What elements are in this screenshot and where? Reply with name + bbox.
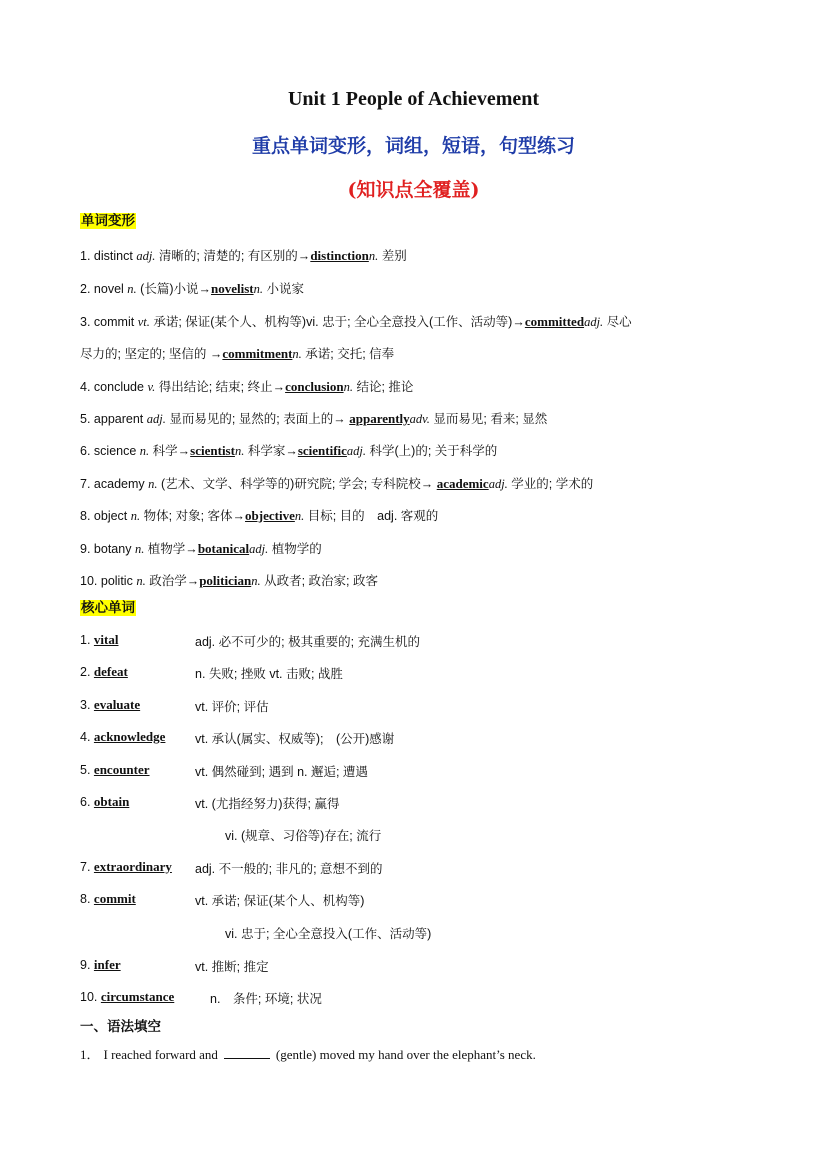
answer-word: apparently <box>349 411 410 426</box>
section-heading-word-forms: 单词变形 <box>81 213 135 229</box>
word-form-item: 1. distinct adj. 清晰的; 清楚的; 有区别的→distinctionn. 差别 <box>80 248 407 263</box>
answer-word: novelist <box>210 281 254 296</box>
core-word: defeat <box>93 664 128 679</box>
answer-word: academic <box>436 476 489 491</box>
core-word: evaluate <box>93 697 141 712</box>
word-form-item: 8. object n. 物体; 对象; 客体→objectiven. 目标; 目的 adj. 客观的 <box>80 508 439 523</box>
page-title: Unit 1 People of Achievement <box>287 88 540 110</box>
core-word-item: 1. vital <box>80 632 119 647</box>
word-form-item: 6. science n. 科学→scientistn. 科学家→scientificadj. 科学(上)的; 关于科学的 <box>80 443 498 458</box>
page-subtitle: 重点单词变形，词组，短语，句型练习 <box>251 135 575 157</box>
core-word-item: 2. defeat <box>80 664 128 679</box>
word-form-item: 4. conclude v. 得出结论; 结束; 终止→conclusionn. 结论; 推论 <box>80 379 414 394</box>
answer-word: commitment <box>222 346 293 361</box>
core-word-item: 6. obtain <box>80 794 130 809</box>
core-word-definition: vt. 承诺; 保证(某个人、机构等) <box>195 894 365 908</box>
word-form-item: 2. novel n. (长篇)小说→novelistn. 小说家 <box>80 281 304 296</box>
core-word-definition: vi. (规章、习俗等)存在; 流行 <box>225 829 382 843</box>
answer-word: botanical <box>197 541 250 556</box>
core-word-definition: vi. 忠于; 全心全意投入(工作、活动等) <box>225 927 432 941</box>
word-form-item: 5. apparent adj. 显而易见的; 显然的; 表面上的→ apparentlyadv. 显而易见; 看来; 显然 <box>80 411 548 426</box>
answer-word: distinction <box>310 248 369 263</box>
word-form-item: 3. commit vt. 承诺; 保证(某个人、机构等)vi. 忠于; 全心全意投入(工作、活动等)→committedadj. 尽心 <box>80 314 632 329</box>
section-heading-grammar: 一、语法填空 <box>80 1019 161 1035</box>
section-heading-core-words: 核心单词 <box>81 600 135 616</box>
core-word: vital <box>93 632 119 647</box>
core-word-item: 3. evaluate <box>80 697 141 712</box>
answer-word: politician <box>199 573 252 588</box>
core-word: acknowledge <box>93 729 166 744</box>
answer-blank[interactable] <box>224 1046 270 1059</box>
core-word-item: 5. encounter <box>80 762 150 777</box>
core-word: circumstance <box>100 989 175 1004</box>
answer-word: committed <box>524 314 585 329</box>
core-word-definition: vt. 承认(属实、权威等); (公开)感谢 <box>195 732 395 746</box>
core-word-item: 4. acknowledge <box>80 729 166 744</box>
core-word: extraordinary <box>93 859 172 874</box>
core-word-item: 10. circumstance <box>80 989 175 1004</box>
word-form-item: 7. academy n. (艺术、文学、科学等的)研究院; 学会; 专科院校→ academicadj. 学业的; 学术的 <box>80 476 594 491</box>
core-word-definition: n. 条件; 环境; 状况 <box>210 992 322 1006</box>
core-word-definition: adj. 不一般的; 非凡的; 意想不到的 <box>195 862 383 876</box>
core-word-definition: vt. 评价; 评估 <box>195 700 269 714</box>
page-subtitle-note: (知识点全覆盖) <box>347 179 480 201</box>
core-word-item: 9. infer <box>80 957 121 972</box>
core-word-item: 7. extraordinary <box>80 859 172 874</box>
core-word-item: 8. commit <box>80 891 136 906</box>
core-word-definition: vt. (尤指经努力)获得; 赢得 <box>195 797 340 811</box>
core-word: commit <box>93 891 136 906</box>
answer-word: scientist <box>190 443 235 458</box>
answer-word: objective <box>245 508 295 523</box>
word-form-item: 9. botany n. 植物学→botanicaladj. 植物学的 <box>80 541 322 556</box>
core-word: encounter <box>93 762 150 777</box>
word-form-item: 10. politic n. 政治学→politiciann. 从政者; 政治家; 政客 <box>80 573 378 588</box>
core-word: infer <box>93 957 121 972</box>
core-word-definition: n. 失败; 挫败 vt. 击败; 战胜 <box>195 667 343 681</box>
core-word: obtain <box>93 794 130 809</box>
answer-word: conclusion <box>285 379 344 394</box>
core-word-definition: adj. 必不可少的; 极其重要的; 充满生机的 <box>195 635 421 649</box>
answer-word: scientific <box>297 443 347 458</box>
core-word-definition: vt. 偶然碰到; 遇到 n. 邂逅; 遭遇 <box>195 765 368 779</box>
grammar-question-1: 1． I reached forward and (gentle) moved my hand over the elephant’s neck. <box>80 1047 536 1062</box>
word-form-item: 尽力的; 坚定的; 坚信的 →commitmentn. 承诺; 交托; 信奉 <box>80 346 395 361</box>
core-word-definition: vt. 推断; 推定 <box>195 960 269 974</box>
